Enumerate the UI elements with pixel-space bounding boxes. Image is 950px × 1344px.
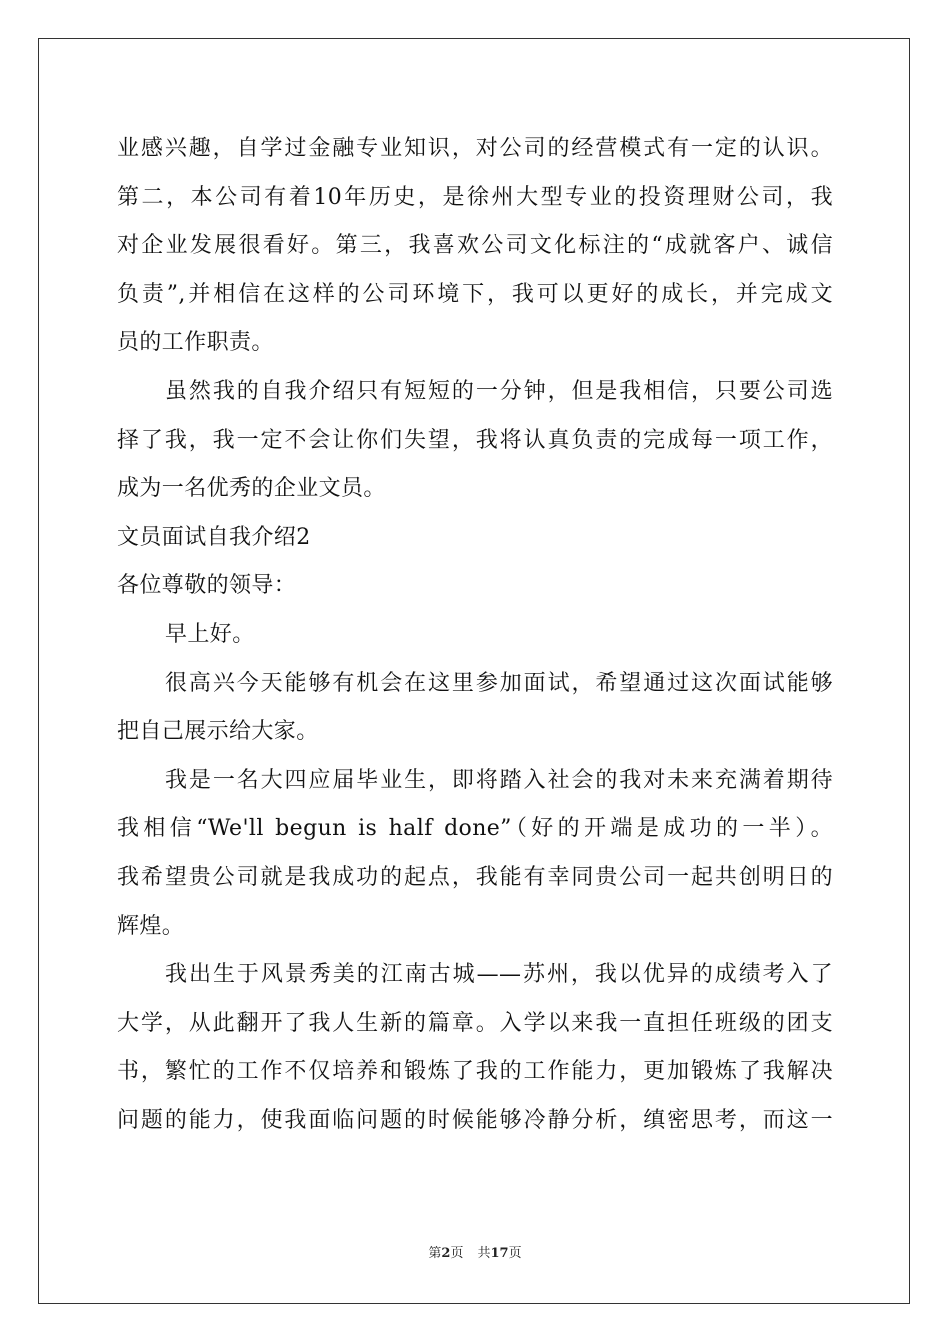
greeting: 早上好。 xyxy=(165,621,255,647)
total-prefix: 共 xyxy=(477,1246,491,1261)
page-footer xyxy=(0,1245,950,1263)
total-unit: 页 xyxy=(508,1246,522,1261)
text-line: 书，繁忙的工作不仅培养和锻炼了我的工作能力，更加锻炼了我解决 xyxy=(117,1059,833,1085)
section-heading: 文员面试自我介绍2 xyxy=(117,524,311,550)
text-line: 辉煌。 xyxy=(117,913,185,939)
text-line: 第二，本公司有着10年历史，是徐州大型专业的投资理财公司，我 xyxy=(117,184,833,210)
text-line: 问题的能力，使我面临问题的时候能够冷静分析，缜密思考，而这一 xyxy=(117,1107,833,1133)
paragraph-start-line: 我出生于风景秀美的江南古城——苏州，我以优异的成绩考入了 xyxy=(165,962,833,988)
text-line: 我相信“We'll begun is half done”（好的开端是成功的一半）。 xyxy=(117,816,833,842)
text-line: 我希望贵公司就是我成功的起点，我能有幸同贵公司一起共创明日的 xyxy=(117,864,833,890)
text-line: 负责”,并相信在这样的公司环境下，我可以更好的成长，并完成文 xyxy=(117,281,833,307)
paragraph-start-line: 很高兴今天能够有机会在这里参加面试，希望通过这次面试能够 xyxy=(165,670,833,696)
text-line: 对企业发展很看好。第三，我喜欢公司文化标注的“成就客户、诚信 xyxy=(117,233,833,259)
paragraph-start-line: 虽然我的自我介绍只有短短的一分钟，但是我相信，只要公司选 xyxy=(165,378,833,404)
paragraph-start-line: 我是一名大四应届毕业生，即将踏入社会的我对未来充满着期待 xyxy=(165,767,833,793)
page-prefix: 第 xyxy=(428,1246,442,1261)
salutation: 各位尊敬的领导： xyxy=(117,573,297,599)
text-line: 大学，从此翻开了我人生新的篇章。入学以来我一直担任班级的团支 xyxy=(117,1010,833,1036)
text-line: 业感兴趣，自学过金融专业知识，对公司的经营模式有一定的认识。 xyxy=(117,136,833,161)
text-line: 成为一名优秀的企业文员。 xyxy=(117,476,386,502)
text-line: 员的工作职责。 xyxy=(117,330,274,356)
total-pages: 17 xyxy=(490,1246,509,1261)
text-line: 择了我，我一定不会让你们失望，我将认真负责的完成每一项工作， xyxy=(117,427,833,453)
document-body xyxy=(117,125,833,1145)
text-line: 把自己展示给大家。 xyxy=(117,719,319,745)
page-unit: 页 xyxy=(450,1246,464,1261)
page-number: 2 xyxy=(441,1246,451,1261)
